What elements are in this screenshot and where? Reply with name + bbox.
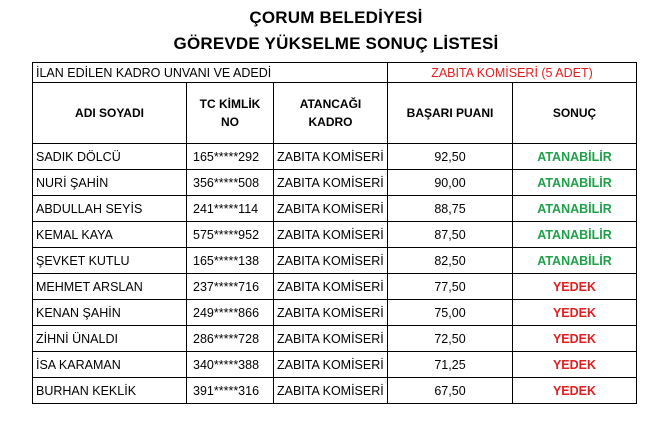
header-tc-line1: TC KİMLİK (199, 97, 261, 111)
cell-tc: 249*****866 (187, 300, 274, 326)
header-score: BAŞARI PUANI (388, 83, 513, 144)
cell-score: 82,50 (388, 248, 513, 274)
cell-position: ZABITA KOMİSERİ (274, 248, 388, 274)
header-position (274, 83, 388, 144)
info-row (33, 63, 637, 83)
table-row (33, 326, 637, 352)
cell-result: YEDEK (513, 326, 637, 352)
cell-name: MEHMET ARSLAN (33, 274, 187, 300)
cell-score: 92,50 (388, 144, 513, 170)
table-row (33, 196, 637, 222)
cell-result: YEDEK (513, 352, 637, 378)
cell-result: ATANABİLİR (513, 248, 637, 274)
cell-tc: 165*****292 (187, 144, 274, 170)
table-row (33, 222, 637, 248)
cell-tc: 391*****316 (187, 378, 274, 404)
cell-name: KENAN ŞAHİN (33, 300, 187, 326)
header-tc-line2: NO (221, 115, 239, 129)
cell-name: İSA KARAMAN (33, 352, 187, 378)
cell-position: ZABITA KOMİSERİ (274, 300, 388, 326)
results-table (32, 62, 637, 404)
cell-score: 88,75 (388, 196, 513, 222)
page-subtitle: GÖREVDE YÜKSELME SONUÇ LİSTESİ (173, 34, 499, 53)
cell-score: 75,00 (388, 300, 513, 326)
info-value: ZABITA KOMİSERİ (5 ADET) (388, 63, 637, 83)
cell-score: 71,25 (388, 352, 513, 378)
cell-position: ZABITA KOMİSERİ (274, 196, 388, 222)
cell-position: ZABITA KOMİSERİ (274, 274, 388, 300)
cell-position: ZABITA KOMİSERİ (274, 170, 388, 196)
cell-result: ATANABİLİR (513, 144, 637, 170)
cell-result: YEDEK (513, 300, 637, 326)
cell-tc: 286*****728 (187, 326, 274, 352)
cell-result: YEDEK (513, 378, 637, 404)
info-label: İLAN EDİLEN KADRO UNVANI VE ADEDİ (33, 63, 388, 83)
cell-result: ATANABİLİR (513, 196, 637, 222)
cell-score: 77,50 (388, 274, 513, 300)
cell-result: ATANABİLİR (513, 222, 637, 248)
cell-name: BURHAN KEKLİK (33, 378, 187, 404)
header-result: SONUÇ (513, 83, 637, 144)
cell-name: ABDULLAH SEYİS (33, 196, 187, 222)
header-position-line1: ATANCAĞI (299, 97, 362, 111)
cell-score: 87,50 (388, 222, 513, 248)
cell-name: KEMAL KAYA (33, 222, 187, 248)
cell-name: NURİ ŞAHİN (33, 170, 187, 196)
cell-name: SADIK DÖLCÜ (33, 144, 187, 170)
cell-position: ZABITA KOMİSERİ (274, 352, 388, 378)
header-position-line2: KADRO (308, 115, 353, 129)
table-row (33, 144, 637, 170)
table-row (33, 300, 637, 326)
header-row (33, 83, 637, 144)
header-name: ADI SOYADI (33, 83, 187, 144)
cell-position: ZABITA KOMİSERİ (274, 222, 388, 248)
cell-tc: 165*****138 (187, 248, 274, 274)
cell-name: ŞEVKET KUTLU (33, 248, 187, 274)
table-row (33, 248, 637, 274)
cell-result: ATANABİLİR (513, 170, 637, 196)
table-row (33, 378, 637, 404)
cell-score: 72,50 (388, 326, 513, 352)
cell-tc: 575*****952 (187, 222, 274, 248)
cell-result: YEDEK (513, 274, 637, 300)
cell-tc: 356*****508 (187, 170, 274, 196)
cell-position: ZABITA KOMİSERİ (274, 326, 388, 352)
table-row (33, 170, 637, 196)
cell-position: ZABITA KOMİSERİ (274, 378, 388, 404)
cell-tc: 241*****114 (187, 196, 274, 222)
cell-position: ZABITA KOMİSERİ (274, 144, 388, 170)
table-row (33, 274, 637, 300)
cell-tc: 340*****388 (187, 352, 274, 378)
page-title: ÇORUM BELEDİYESİ (249, 8, 423, 27)
header-tc (187, 83, 274, 144)
cell-name: ZİHNİ ÜNALDI (33, 326, 187, 352)
cell-score: 67,50 (388, 378, 513, 404)
cell-tc: 237*****716 (187, 274, 274, 300)
cell-score: 90,00 (388, 170, 513, 196)
table-row (33, 352, 637, 378)
